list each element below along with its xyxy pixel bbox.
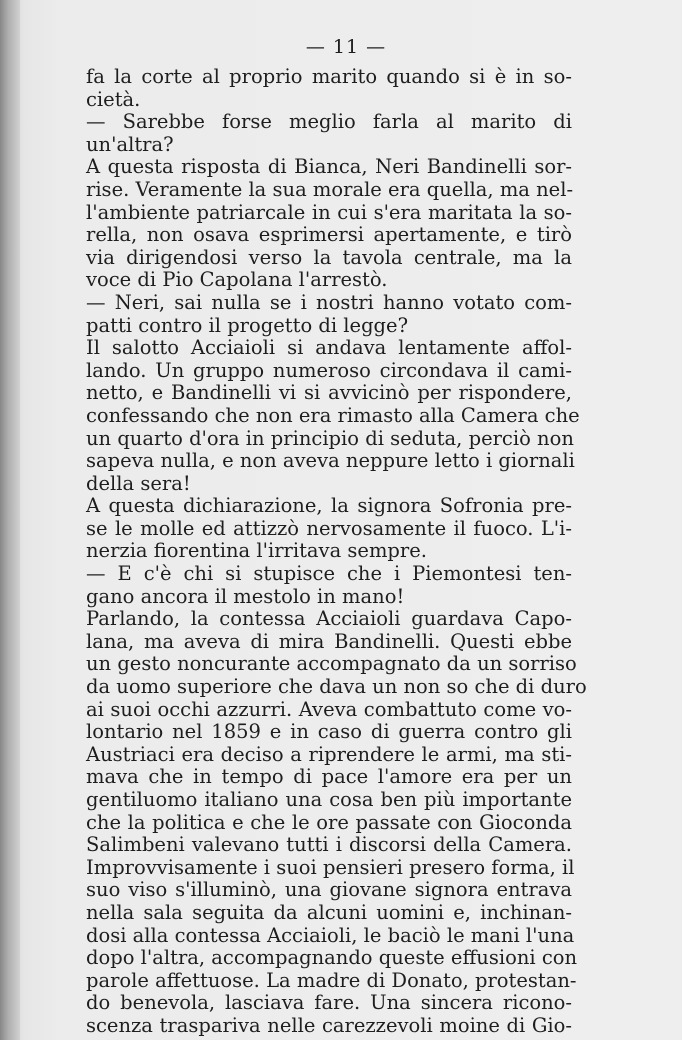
text-line: gano ancora il mestolo in mano! <box>86 584 405 608</box>
text-line: voce di Pio Capolana l'arrestò. <box>86 268 388 292</box>
text-line: — Sarebbe forse meglio farla al marito di <box>86 110 572 134</box>
text-line: se le molle ed attizzò nervosamente il fuoco. L'i- <box>86 516 572 540</box>
text-line: lando. Un gruppo numeroso circondava il cami- <box>86 358 572 382</box>
text-line: scenza traspariva nelle carezzevoli moine di Gio- <box>86 1013 572 1037</box>
text-line: via dirigendosi verso la tavola centrale, ma la <box>86 245 572 269</box>
text-line: un'altra? <box>86 132 174 156</box>
text-line: lontario nel 1859 e in caso di guerra contro gli <box>86 720 572 744</box>
text-line: rise. Veramente la sua morale era quella, ma nel- <box>86 177 574 201</box>
text-line: lana, ma aveva di mira Bandinelli. Questi ebbe <box>86 629 572 653</box>
text-line: suo viso s'illuminò, una giovane signora entrava <box>86 878 572 902</box>
text-line: confessando che non era rimasto alla Camera che <box>86 403 580 427</box>
text-line: ai suoi occhi azzurri. Aveva combattuto come vo- <box>86 697 572 721</box>
text-line: — E c'è chi si stupisce che i Piemontesi ten- <box>86 562 572 586</box>
page-number: — 11 — <box>305 36 387 58</box>
text-line: Austriaci era deciso a riprendere le armi, ma sti- <box>86 742 572 766</box>
text-line: mava che in tempo di pace l'amore era per un <box>86 765 572 789</box>
text-line: fa la corte al proprio marito quando si è in so- <box>86 65 572 88</box>
text-line: A questa risposta di Bianca, Neri Bandinelli sor- <box>86 155 572 179</box>
body-text <box>86 65 587 1038</box>
text-line: un quarto d'ora in principio di seduta, perciò non <box>86 426 574 450</box>
text-line: l'ambiente patriarcale in cui s'era maritata la so- <box>86 200 572 224</box>
text-line: Salimbeni valevano tutti i discorsi della Camera. <box>86 833 572 857</box>
text-line: do benevola, lasciava fare. Una sincera ricono- <box>86 991 572 1015</box>
text-line: rella, non osava esprimersi apertamente, e tirò <box>86 223 572 247</box>
text-line: Improvvisamente i suoi pensieri presero forma, il <box>86 855 575 879</box>
text-line: dopo l'altra, accompagnando queste effusioni con <box>86 946 578 970</box>
text-line: sapeva nulla, e non aveva neppure letto i giornali <box>86 449 575 473</box>
text-line: dosi alla contessa Acciaioli, le baciò le mani l'una <box>86 923 575 947</box>
text-line: gentiluomo italiano una cosa ben più importante <box>86 788 572 811</box>
text-line: da uomo superiore che dava un non so che di duro <box>86 675 587 699</box>
text-line: A questa dichiarazione, la signora Sofronia pre- <box>86 494 572 518</box>
text-line: Parlando, la contessa Acciaioli guardava Capo- <box>86 607 572 631</box>
text-line: — Neri, sai nulla se i nostri hanno votato com- <box>86 290 572 314</box>
text-line: che la politica e che le ore passate con Gioconda <box>86 810 572 834</box>
text-line: patti contro il progetto di legge? <box>86 313 409 337</box>
text-line: un gesto noncurante accompagnato da un sorriso <box>86 652 577 676</box>
text-line: Il salotto Acciaioli si andava lentamente affol- <box>86 336 572 360</box>
text-line: cietà. <box>86 87 141 111</box>
text-line: parole affettuose. La madre di Donato, protestan- <box>86 968 577 992</box>
text-line: netto, e Bandinelli vi si avvicinò per rispondere, <box>86 381 572 405</box>
text-line: della sera! <box>86 471 191 495</box>
text-line: nella sala seguita da alcuni uomini e, inchinan- <box>86 900 572 924</box>
text-line: nerzia fiorentina l'irritava sempre. <box>86 539 427 563</box>
page-binding-shadow <box>0 0 20 1040</box>
